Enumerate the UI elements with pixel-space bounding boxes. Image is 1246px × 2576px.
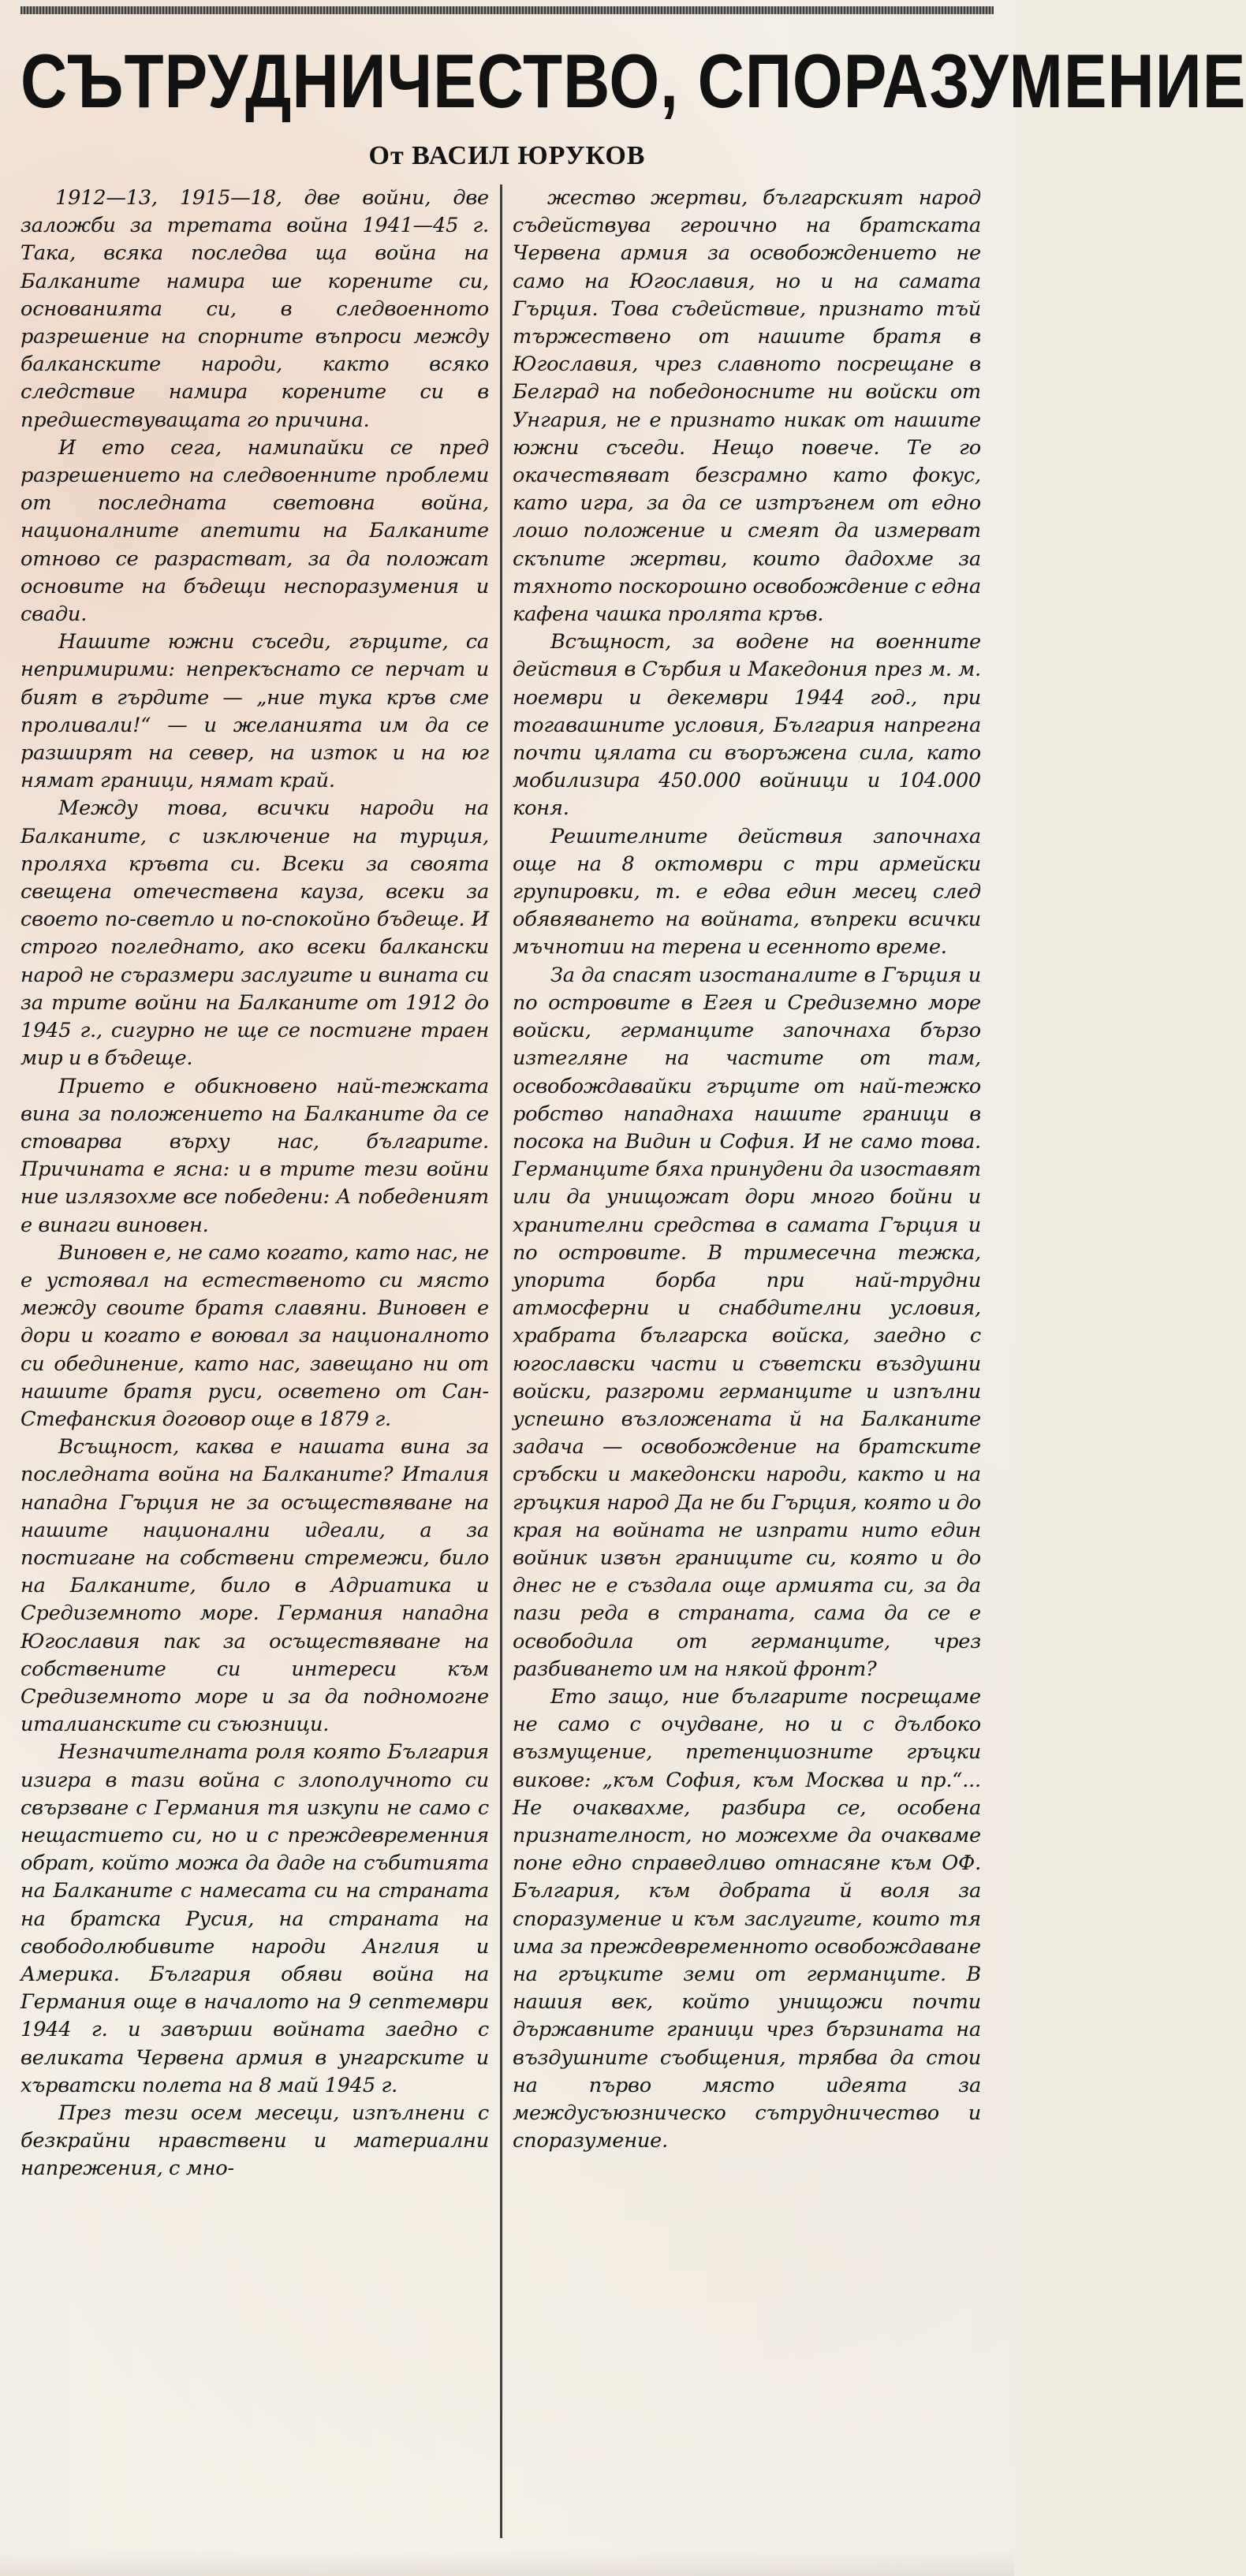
article-body [21, 185, 994, 2542]
left-paragraph-7: Всъщност, каква е нашата вина за последната война на Балканите? Италия нападна Гърция не за осъществяване на нашите национални идеали, а за постигане на собствени стремежи, било на Балканите, било в Адриатика и Средиземното море. Германия нападна Югославия пак за осъществяване на собствените си интереси към Средиземното море и за да подномогне италианските си съюзници. [21, 1435, 489, 1737]
right-paragraph-1: жество жертви, българският народ съдействува героично на братската Червена армия за освобождението не само на Югославия, но и на самата Гърция. Това съдействие, признато тъй тържествено от нашите братя в Югославия, чрез славното посрещане в Белград на победоносните ни войски от Унгария, не е признато никак от нашите южни съседи. Нещо повече. Те го окачествяват безсрамно като фокус, като игра, за да се изтръгнем от едно лошо положение и смеят да измерват скъпите жертви, които дадохме за тяхното поскорошно освобождение с една кафена чашка пролята кръв. [513, 186, 981, 627]
article-headline: СЪТРУДНИЧЕСТВО, СПОРАЗУМЕНИЕ [21, 39, 1246, 125]
right-paragraph-2: Всъщност, за водене на военните действия в Сърбия и Македония през м. м. ноември и декември 1944 год., при тогавашните условия, България напрегна почти цялата си въоръжена сила, като мобилизира 450.000 войници и 104.000 коня. [513, 630, 981, 821]
right-paragraph-3: Решителните действия започнаха още на 8 октомври с три армейски групировки, т. е едва един месец след обявяването на войната, въпреки всички мъчнотии на терена и есенното време. [513, 824, 981, 960]
right-text-column [513, 185, 981, 2538]
left-paragraph-6: Виновен е, не само когато, като нас, не е устоявал на естественото си място между своите братя славяни. Виновен е дори и когато е воювал за националното си обединение, като нас, завещано ни от нашите братя руси, осветено от Сан-Стефанския договор още в 1879 г. [21, 1240, 489, 1431]
left-paragraph-4: Между това, всички народи на Балканите, с изключение на турция, проляха кръвта си. Всеки за своята свещена отечествена кауза, всеки за своето по-светло и по-спокойно бъдеще. И строго погледнато, ако всеки балкански народ не съразмери заслугите и вината си за трите войни на Балканите от 1912 до 1945 г., сигурно не ще се постигне траен мир и в бъдеще. [21, 796, 489, 1071]
left-paragraph-9: През тези осем месеци, изпълнени с безкрайни нравствени и материални напрежения, с мно- [21, 2101, 489, 2181]
right-paragraph-4: За да спасят изостаналите в Гърция и по островите в Егея и Средиземно море войски, германците започнаха бързо изтегляне на частите от там, освобождавайки гърците от най-тежко робство нападнаха нашите граници в посока на Видин и София. И не само това. Германците бяха принудени да изоставят или да унищожат дори много бойни и хранителни средства в самата Гърция и по островите. В тримесечна тежка, упорита борба при най-трудни атмосферни и снабдителни условия, храбрата българска войска, заедно с югославски части и съветски въздушни войски, разгроми германците и изпълни успешно възложената й на Балканите задача — освобождение на братските сръбски и македонски народи, както и на гръцкия народ Да не би Гърция, която и до края на войната не изпрати нито един войник извън границите си, която и до днес не е създала още армията си, за да пази реда в страната, сама да се е освободила от германците, чрез разбиването им на някой фронт? [513, 963, 981, 1681]
left-paragraph-1: 1912—13, 1915—18, две войни, две заложби за третата война 1941—45 г. Така, всяка последва ща война на Балканите намира ше корените си, основанията си, в следвоенното разрешение на спорните въпроси между балканските народи, както всяко следствие намира корените си в предшествуващата го причина. [21, 186, 489, 432]
left-paragraph-2: И ето сега, намипайки се пред разрешението на следвоенните проблеми от последната световна война, националните апетити на Балканите отново се разрастват, за да положат основите на бъдещи неспоразумения и свади. [21, 435, 489, 627]
article-byline: От ВАСИЛ ЮРУКОВ [368, 141, 646, 170]
left-paragraph-3: Нашите южни съседи, гърците, са непримирими: непрекъснато се перчат и бият в гърдите — „ние тука кръв сме проливали!“ — и желанията им да се разширят на север, на изток и на юг нямат граници, нямат край. [21, 630, 489, 793]
right-paragraph-5: Ето защо, ние българите посрещаме не само с очудване, но и с дълбоко възмущение, претенциозните гръцки викове: „към София, към Москва и пр.“... Не очаквахме, разбира се, особена признателност, но можехме да очакваме поне едно справедливо отнасяне към ОФ. България, към добрата й воля за споразумение и към заслугите, които тя има за преждевременното освобождаване на гръцките земи от германците. В нашия век, който унищожи почти държавните граници чрез бързината на въздушните съобщения, трябва да стои на първо място идеята за междусъюзническо сътрудничество и споразумение. [513, 1684, 981, 2153]
column-divider [500, 185, 502, 2538]
left-paragraph-5: Прието е обикновено най-тежката вина за положението на Балканите да се стоварва върху нас, българите. Причината е ясна: и в трите тези войни ние излязохме все победени: А победеният е винаги виновен. [21, 1074, 489, 1237]
left-paragraph-8: Незначителната роля която България изигра в тази война с злополучното си свързване с Германия тя изкупи не само с нещастието си, но и с преждевременния обрат, който можа да даде на събитията на Балканите с намесата си на страната на братска Русия, на страната на свободолюбивите народи Англия и Америка. България обяви война на Германия още в началото на 9 септември 1944 г. и завърши войната заедно с великата Червена армия в унгарските и хърватски полета на 8 май 1945 г. [21, 1740, 489, 2097]
paper-bottom-shadow [0, 2551, 1014, 2576]
left-text-column [21, 185, 489, 2538]
